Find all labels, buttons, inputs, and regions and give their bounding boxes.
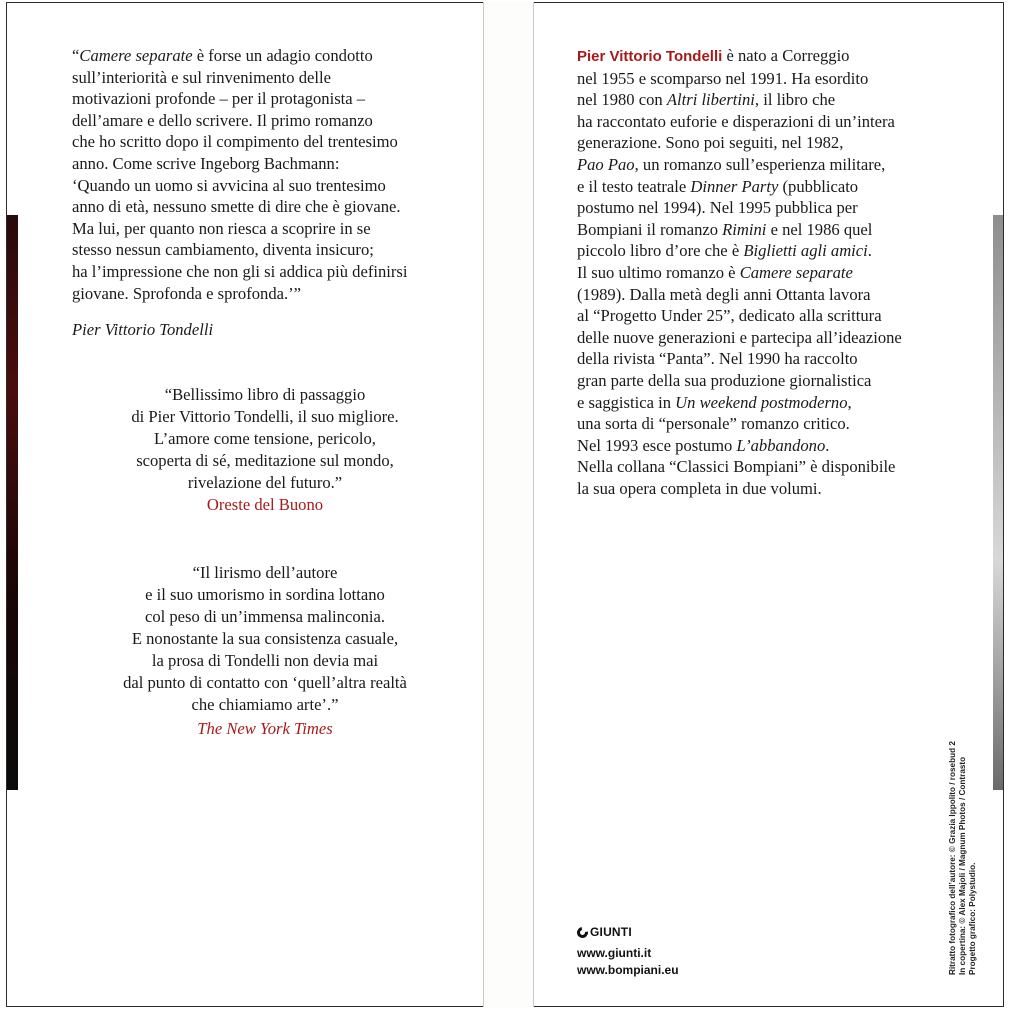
bio-line: generazione. Sono poi seguiti, nel 1982, xyxy=(577,133,844,153)
review-line: e il suo umorismo in sordina lottano xyxy=(145,585,385,604)
right-cover-edge-image xyxy=(993,215,1003,790)
credit-line: Ritratto fotografico dell’autore: © Grazia Ippolito / rosebud 2 xyxy=(948,741,957,975)
book-spine xyxy=(483,2,534,1007)
photo-credits xyxy=(948,741,978,975)
review-source: Oreste del Buono xyxy=(206,495,324,514)
quote-line: ha l’impressione che non gli si addica più definirsi xyxy=(72,261,408,281)
italic-title: Un weekend postmoderno xyxy=(675,392,848,412)
publisher-url[interactable]: www.bompiani.eu xyxy=(577,963,679,977)
author-biography xyxy=(577,45,957,499)
publisher-url[interactable]: www.giunti.it xyxy=(577,946,652,960)
review-line: che chiamiamo arte’.” xyxy=(191,695,339,714)
quote-line: Ma lui, per quanto non riesca a scoprire in se xyxy=(72,218,371,238)
bio-line: al “Progetto Under 25”, dedicato alla scrittura xyxy=(577,306,882,326)
giunti-logo-icon xyxy=(575,924,590,939)
quote-line: sull’interiorità e sul rinvenimento delle xyxy=(72,67,331,87)
publisher-urls xyxy=(577,945,679,979)
left-cover-edge-image xyxy=(7,215,18,790)
quote-author: Pier Vittorio Tondelli xyxy=(72,320,214,339)
bio-line: Nella collana “Classici Bompiani” è disponibile xyxy=(577,457,896,477)
bio-line: postumo nel 1994). Nel 1995 pubblica per xyxy=(577,198,858,218)
review-source: The New York Times xyxy=(197,719,333,738)
italic-title: L’abbandono xyxy=(736,435,826,455)
review-line: scoperta di sé, meditazione sul mondo, xyxy=(136,451,394,470)
quote-line: ‘Quando un uomo si avvicina al suo trentesimo xyxy=(72,175,386,195)
bio-line: Nel 1993 esce postumo L’abbandono. xyxy=(577,435,830,455)
italic-title: Altri libertini xyxy=(666,90,755,110)
bio-line: delle nuove generazioni e partecipa all’ideazione xyxy=(577,327,902,347)
quote-line: anno. Come scrive Ingeborg Bachmann: xyxy=(72,153,340,173)
author-quote xyxy=(72,45,452,304)
bio-line: Pao Pao, un romanzo sull’esperienza militare, xyxy=(577,154,886,174)
quote-line: stesso nessun cambiamento, diventa insicuro; xyxy=(72,240,374,260)
credit-line: In copertina: © Alex Majoli / Magnum Photos / Contrasto xyxy=(958,756,967,975)
bio-line: nel 1980 con Altri libertini, il libro che xyxy=(577,90,836,110)
review-line: E nonostante la sua consistenza casuale, xyxy=(131,629,399,648)
review-line: col peso di un’immensa malinconia. xyxy=(144,607,386,626)
bio-line: e saggistica in Un weekend postmoderno, xyxy=(577,392,852,412)
bio-line: Il suo ultimo romanzo è Camere separate xyxy=(577,262,853,282)
italic-title: Biglietti agli amici xyxy=(743,241,868,261)
publisher-logo-text: GIUNTI xyxy=(590,925,632,939)
author-name: Pier Vittorio Tondelli xyxy=(577,48,723,65)
bio-line: e il testo teatrale Dinner Party (pubblicato xyxy=(577,176,859,196)
quote-line: dell’amare e dello scrivere. Il primo romanzo xyxy=(72,110,373,130)
review-line: rivelazione del futuro.” xyxy=(187,473,343,492)
italic-title: Dinner Party xyxy=(690,176,779,196)
bio-line: Bompiani il romanzo Rimini e nel 1986 quel xyxy=(577,219,873,239)
review-line: dal punto di contatto con ‘quell’altra realtà xyxy=(123,673,407,692)
review-line: la prosa di Tondelli non devia mai xyxy=(151,651,379,670)
bio-line: nel 1955 e scomparso nel 1991. Ha esordito xyxy=(577,68,869,88)
review-oreste-del-buono xyxy=(40,384,490,516)
publisher-logo xyxy=(577,925,632,939)
bio-line: ha raccontato euforie e disperazioni di un’intera xyxy=(577,111,895,131)
italic-title: Camere separate xyxy=(79,46,193,65)
quote-line: giovane. Sprofonda e sprofonda.’” xyxy=(72,283,302,303)
review-line: di Pier Vittorio Tondelli, il suo migliore. xyxy=(131,407,399,426)
review-new-york-times xyxy=(40,562,490,740)
quote-line: motivazioni profonde – per il protagonista – xyxy=(72,89,366,109)
quote-line: che ho scritto dopo il compimento del trentesimo xyxy=(72,132,398,152)
italic-title: Camere separate xyxy=(739,262,853,282)
bio-line: della rivista “Panta”. Nel 1990 ha raccolto xyxy=(577,349,858,369)
review-line: “Il lirismo dell’autore xyxy=(192,563,338,582)
italic-title: Pao Pao xyxy=(577,154,635,174)
italic-title: Rimini xyxy=(722,219,767,239)
review-line: L’amore come tensione, pericolo, xyxy=(154,429,376,448)
review-line: “Bellissimo libro di passaggio xyxy=(164,385,366,404)
bio-line: la sua opera completa in due volumi. xyxy=(577,478,822,498)
quote-line: anno di età, nessuno smette di dire che è giovane. xyxy=(72,197,401,217)
bio-line: una sorta di “personale” romanzo critico. xyxy=(577,414,850,434)
credit-line: Progetto grafico: Polystudio. xyxy=(968,862,977,975)
bio-line: (1989). Dalla metà degli anni Ottanta lavora xyxy=(577,284,871,304)
bio-line: Pier Vittorio Tondelli è nato a Correggio xyxy=(577,46,850,65)
bio-line: piccolo libro d’ore che è Biglietti agli amici. xyxy=(577,241,872,261)
quote-line: “Camere separate è forse un adagio condotto xyxy=(72,46,373,65)
bio-line: gran parte della sua produzione giornalistica xyxy=(577,370,872,390)
